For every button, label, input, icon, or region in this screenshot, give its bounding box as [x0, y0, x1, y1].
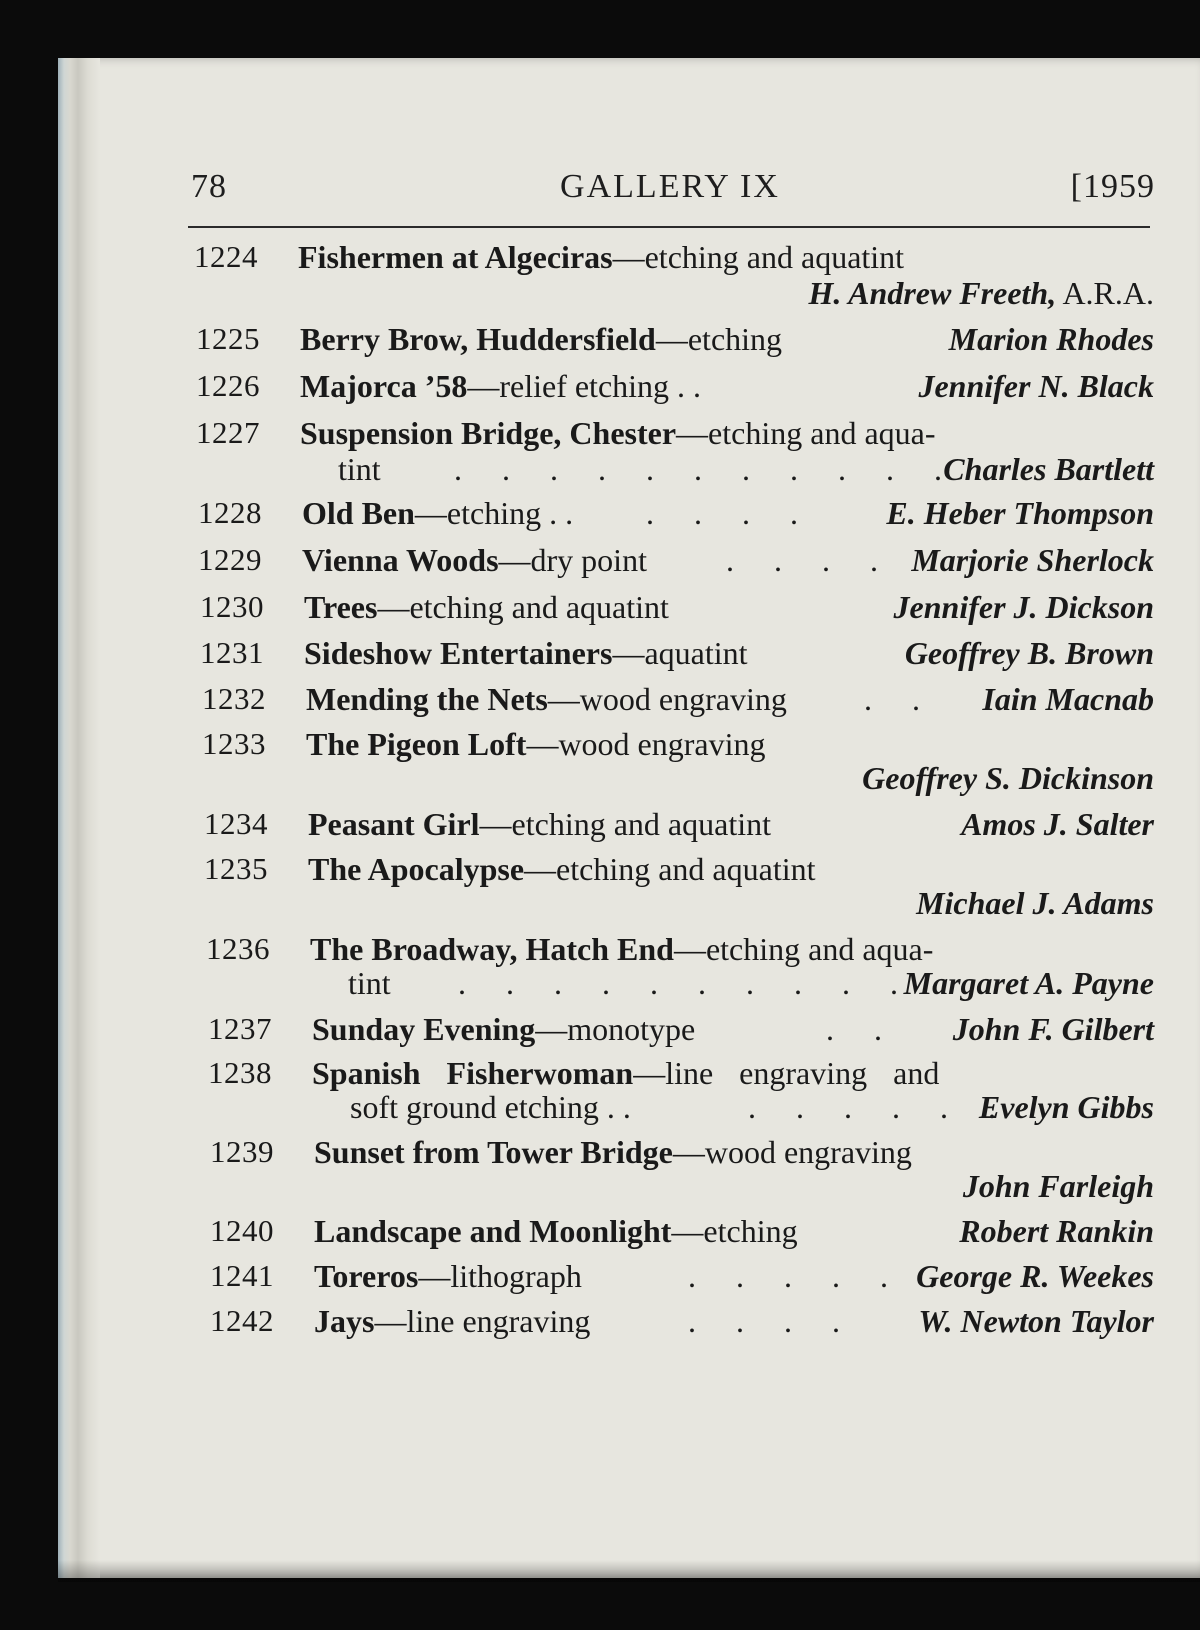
entry-number: 1233: [202, 726, 266, 761]
work-medium: —etching and aquatint: [612, 239, 905, 275]
entry-title: [314, 1304, 590, 1338]
work-title: Peasant Girl: [308, 806, 480, 842]
work-medium: —line engraving and: [633, 1055, 940, 1091]
work-title: Vienna Woods: [302, 542, 499, 578]
entry-number: 1240: [210, 1213, 274, 1248]
catalogue-entry: [208, 1012, 1154, 1052]
artist-name: John Farleigh: [962, 1168, 1154, 1204]
entry-title: [302, 543, 647, 577]
title-continuation: tint: [348, 965, 391, 1001]
artist-name: Marion Rhodes: [948, 321, 1154, 357]
entry-title: [314, 1135, 912, 1169]
work-medium: —wood engraving: [526, 726, 766, 762]
dot-leader: . . . .: [726, 542, 894, 578]
entry-title: [300, 322, 782, 356]
artist-name: Evelyn Gibbs: [978, 1089, 1154, 1125]
catalogue-entry: [200, 636, 1154, 676]
work-title: Majorca ’58: [300, 368, 468, 404]
catalogue-entry: [202, 682, 1154, 722]
entry-title: [304, 590, 669, 624]
entry-number: 1225: [196, 321, 260, 356]
catalogue-entry: [198, 496, 1154, 536]
work-medium: —etching: [671, 1213, 798, 1249]
artist-name: Amos J. Salter: [961, 806, 1154, 842]
page-edges: [58, 58, 100, 1578]
catalogue-entry: [210, 1135, 1154, 1211]
catalogue-entry: [206, 932, 1154, 1008]
work-medium: —etching and aquatint: [377, 589, 669, 625]
entry-number: 1231: [200, 635, 264, 670]
work-medium: —monotype: [535, 1011, 696, 1047]
entry-number: 1227: [196, 415, 260, 450]
artist-name: Jennifer J. Dickson: [893, 589, 1154, 625]
entry-number: 1226: [196, 368, 260, 403]
entry-number: 1241: [210, 1258, 274, 1293]
entry-title: [302, 496, 573, 530]
entry-title: [300, 369, 701, 403]
work-medium: —etching and aquatint: [479, 806, 771, 842]
entry-number: 1237: [208, 1011, 272, 1046]
artist-name: Iain Macnab: [982, 681, 1154, 717]
dot-leader: . . . .: [688, 1303, 856, 1339]
entry-number: 1232: [202, 681, 266, 716]
artist-name: W. Newton Taylor: [918, 1303, 1154, 1339]
entry-title: [312, 1012, 695, 1046]
work-title: Sunday Evening: [312, 1011, 536, 1047]
dot-leader: . . . . . .: [748, 1089, 1012, 1125]
work-title: Fishermen at Algeciras: [298, 239, 613, 275]
work-title: The Pigeon Loft: [306, 726, 527, 762]
page-shadow: [58, 1560, 1200, 1582]
dot-leader: . .: [826, 1011, 898, 1047]
entry-title: [304, 636, 748, 670]
work-medium: —wood engraving: [672, 1134, 912, 1170]
entry-title: [314, 1259, 582, 1293]
entry-title: [310, 932, 933, 966]
artist-name: Geoffrey B. Brown: [904, 635, 1154, 671]
title-continuation: soft ground etching . .: [350, 1089, 631, 1125]
catalogue-entry: [196, 322, 1154, 362]
work-medium: —line engraving: [374, 1303, 591, 1339]
catalogue-entry: [208, 1056, 1154, 1132]
work-title: Toreros: [314, 1258, 419, 1294]
dot-leader: . .: [864, 681, 936, 717]
artist-name: [808, 276, 1154, 310]
dot-leader: . . . . . . . . . .: [458, 965, 914, 1001]
artist-name: Marjorie Sherlock: [911, 542, 1154, 578]
header-rule: [188, 226, 1150, 228]
entry-number: 1235: [204, 851, 268, 886]
catalogue-entry: [196, 369, 1154, 409]
work-medium: —relief etching . .: [467, 368, 702, 404]
work-medium: —etching and aqua-: [673, 931, 934, 967]
artist-name: Geoffrey S. Dickinson: [862, 760, 1154, 796]
catalogue-entry: [204, 852, 1154, 928]
entry-title: [312, 1056, 939, 1090]
work-title: Suspension Bridge, Chester: [300, 415, 677, 451]
work-title: Landscape and Moonlight: [314, 1213, 672, 1249]
work-medium: —etching: [655, 321, 783, 357]
catalogue-entry: [210, 1259, 1154, 1299]
entry-number: 1242: [210, 1303, 274, 1338]
entry-number: 1238: [208, 1055, 272, 1090]
catalogue-entry: [210, 1214, 1154, 1254]
work-title: The Apocalypse: [308, 851, 525, 887]
entry-number: 1228: [198, 495, 262, 530]
artist-name: John F. Gilbert: [952, 1011, 1154, 1047]
entry-number: 1239: [210, 1134, 274, 1169]
entry-number: 1236: [206, 931, 270, 966]
artist-name: Charles Bartlett: [943, 451, 1154, 487]
artist-name: Margaret A. Payne: [903, 965, 1154, 1001]
entry-title: [314, 1214, 798, 1248]
work-title: Berry Brow, Huddersfield: [300, 321, 656, 357]
work-title: Sunset from Tower Bridge: [314, 1134, 673, 1170]
work-title: Spanish Fisherwoman: [312, 1055, 634, 1091]
page-number: 78: [191, 168, 227, 205]
entry-title: [298, 240, 904, 274]
catalogue-entry: [202, 727, 1154, 803]
artist-name: Robert Rankin: [959, 1213, 1154, 1249]
work-title: Mending the Nets: [306, 681, 548, 717]
entry-number: 1230: [200, 589, 264, 624]
work-medium: —wood engraving: [547, 681, 787, 717]
entry-number: 1234: [204, 806, 268, 841]
entry-title: [308, 852, 816, 886]
work-medium: —etching and aqua-: [676, 415, 936, 451]
work-medium: —etching . .: [414, 495, 574, 531]
work-title: Jays: [314, 1303, 375, 1339]
work-medium: —lithograph: [418, 1258, 582, 1294]
artist-suffix: A.R.A.: [1056, 275, 1154, 311]
catalogue-entry: [194, 240, 1154, 312]
catalogue-entry: [198, 543, 1154, 583]
work-medium: —aquatint: [612, 635, 748, 671]
dot-leader: . . . .: [646, 495, 814, 531]
catalogue-entry: [204, 807, 1154, 847]
artist-name-text: H. Andrew Freeth,: [808, 275, 1057, 311]
page-year: [1959: [1070, 168, 1155, 205]
catalogue-entry: [196, 416, 1154, 492]
work-title: Old Ben: [302, 495, 415, 531]
artist-name: E. Heber Thompson: [886, 495, 1154, 531]
dot-leader: . . . . . .: [688, 1258, 952, 1294]
dot-leader: . . . . . . . . . . . .: [454, 451, 1006, 487]
artist-name: Michael J. Adams: [916, 885, 1154, 921]
entry-title: [308, 807, 771, 841]
title-continuation: tint: [338, 451, 381, 487]
catalogue-entry: [200, 590, 1154, 630]
work-medium: —etching and aquatint: [524, 851, 816, 887]
catalogue-entry: [210, 1304, 1154, 1344]
artist-name: Jennifer N. Black: [918, 368, 1154, 404]
work-title: Trees: [304, 589, 378, 625]
running-title: GALLERY IX: [560, 168, 780, 205]
entry-number: 1224: [194, 239, 258, 274]
entry-title: [306, 682, 787, 716]
entry-title: [306, 727, 766, 761]
work-title: Sideshow Entertainers: [304, 635, 613, 671]
artist-name: George R. Weekes: [916, 1258, 1154, 1294]
work-title: The Broadway, Hatch End: [310, 931, 674, 967]
entry-number: 1229: [198, 542, 262, 577]
entry-title: [300, 416, 936, 450]
work-medium: —dry point: [498, 542, 647, 578]
